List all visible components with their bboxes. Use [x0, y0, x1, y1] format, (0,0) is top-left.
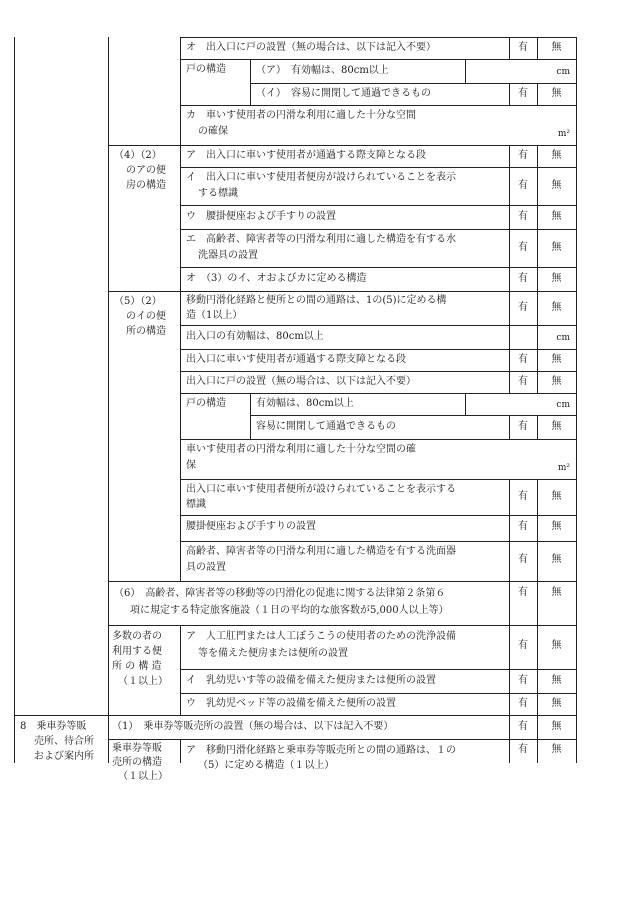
row-specific-facility-cont: 項に規定する特定旅客施設（１日の平均的な旅客数が5,000人以上等）: [130, 605, 449, 616]
multi-toilet-label: 利用する便: [112, 646, 162, 657]
table-rule: [465, 59, 466, 83]
table-rule: [250, 83, 576, 84]
row-wash-cont: 洗器具の設置: [198, 250, 258, 261]
table-rule: [108, 37, 109, 763]
table-rule: [108, 291, 576, 292]
yes-mark: 有: [518, 640, 528, 651]
no-mark: 無: [551, 150, 562, 161]
table-rule: [180, 393, 576, 394]
row-wheelchair-space-cont: 保: [186, 460, 196, 471]
row-sign: イ 出入口に車いす使用者便房が設けられていることを表示: [186, 172, 456, 183]
row-sign-cont: する標識: [198, 188, 238, 199]
row-wash: エ 高齢者、障害者等の円滑な利用に適した構造を有する水: [186, 234, 456, 245]
yes-mark: 有: [518, 242, 528, 253]
yes-mark: 有: [518, 675, 528, 686]
no-mark: 無: [551, 421, 562, 432]
row-structure-ref: オ （3）のイ、オおよびカに定める構造: [186, 273, 367, 284]
table-rule: [180, 267, 576, 268]
row-door-installation: オ 出入口に戸の設置（無の場合は、以下は記入不要）: [186, 42, 436, 53]
table-rule: [180, 37, 181, 581]
table-rule: [180, 37, 576, 38]
yes-mark: 有: [518, 150, 528, 161]
yes-mark: 有: [518, 698, 528, 709]
no-mark: 無: [551, 42, 562, 53]
table-rule: [108, 625, 576, 626]
unit-m2: m²: [557, 129, 570, 139]
no-mark: 無: [551, 521, 562, 532]
table-rule: [180, 105, 576, 106]
no-mark: 無: [551, 698, 562, 709]
no-mark: 無: [551, 491, 562, 502]
no-mark: 無: [551, 242, 562, 253]
item-8-label: 売所、待合所: [34, 736, 94, 747]
table-rule: [180, 349, 576, 350]
table-rule: [180, 625, 181, 715]
row-door-installation: 出入口に戸の設置（無の場合は、以下は記入不要）: [186, 376, 416, 387]
table-rule: [180, 479, 576, 480]
yes-mark: 有: [518, 180, 528, 191]
door-structure-label: 戸の構造: [186, 398, 226, 409]
table-rule: [576, 37, 577, 763]
section-4-label: （4）（2）: [114, 150, 162, 161]
row-wheelchair-space-cont: の確保: [198, 126, 228, 137]
yes-mark: 有: [518, 376, 528, 387]
row-route: 移動円滑化経路と便所との間の通路は、1の(5)に定める構: [186, 295, 447, 306]
row-door-open: （イ） 容易に開閉して通過できるもの: [256, 88, 431, 99]
row-wash-cont: 具の設置: [186, 562, 226, 573]
multi-toilet-label: 多数の者の: [112, 631, 162, 642]
row-wash: 高齢者、障害者等の円滑な利用に適した構造を有する洗面器: [186, 546, 456, 557]
row-step: 出入口に車いす使用者が通過する際支障となる段: [186, 354, 406, 365]
door-structure-label: 戸の構造: [186, 64, 226, 75]
section-4-label: 房の構造: [126, 180, 166, 191]
table-rule: [250, 393, 251, 439]
yes-mark: 有: [518, 521, 528, 532]
yes-mark: 有: [518, 211, 528, 222]
row-ostomy-cont: 等を備えた便房または便所の設置: [198, 648, 348, 659]
item-8-label: および案内所: [34, 751, 94, 762]
table-rule: [180, 541, 576, 542]
ticket-structure-label: 売所の構造: [112, 757, 162, 768]
table-rule: [180, 229, 576, 230]
table-rule: [108, 145, 576, 146]
no-mark: 無: [551, 376, 562, 387]
yes-mark: 有: [518, 554, 528, 565]
no-mark: 無: [551, 211, 562, 222]
ticket-structure-label: （１以上）: [118, 771, 168, 782]
row-sign-cont: 標識: [186, 499, 206, 510]
section-5-label: のイの便: [126, 311, 166, 322]
no-mark: 無: [551, 273, 562, 284]
no-mark: 無: [551, 88, 562, 99]
yes-mark: 有: [518, 721, 528, 732]
no-mark: 無: [551, 640, 562, 651]
row-ticket-office: （1） 乗車券等販売所の設置（無の場合は、以下は記入不要）: [112, 721, 394, 732]
no-mark: 無: [551, 744, 562, 755]
row-step: ア 出入口に車いす使用者が通過する際支障となる段: [186, 150, 426, 161]
table-rule: [465, 393, 466, 415]
row-specific-facility: （6） 高齢者、障害者等の移動等の円滑化の促進に関する法律第２条第６: [114, 588, 446, 599]
table-rule: [14, 715, 576, 716]
table-rule: [250, 415, 576, 416]
yes-mark: 有: [518, 302, 528, 313]
no-mark: 無: [551, 554, 562, 565]
table-rule: [108, 581, 576, 582]
multi-toilet-label: 所 の 構 造: [112, 661, 162, 672]
yes-mark: 有: [518, 744, 528, 755]
row-sign: 出入口に車いす使用者便所が設けられていることを表示する: [186, 484, 456, 495]
table-rule: [180, 205, 576, 206]
table-rule: [180, 439, 576, 440]
table-rule: [180, 371, 576, 372]
no-mark: 無: [551, 302, 562, 313]
row-ostomy: ア 人工肛門または人工ぼうこうの使用者のための洗浄設備: [186, 631, 456, 642]
table-rule: [108, 739, 576, 740]
unit-cm: cm: [556, 400, 570, 410]
unit-cm: cm: [556, 333, 570, 343]
table-rule: [180, 59, 576, 60]
table-rule: [180, 515, 576, 516]
yes-mark: 有: [518, 273, 528, 284]
row-door-open: 容易に開閉して通過できるもの: [256, 421, 396, 432]
yes-mark: 有: [518, 587, 528, 598]
item-8-label: 8 乗車券等販: [20, 721, 87, 732]
yes-mark: 有: [518, 88, 528, 99]
yes-mark: 有: [518, 421, 528, 432]
table-rule: [14, 37, 15, 763]
section-5-label: 所の構造: [126, 326, 166, 337]
table-rule: [180, 325, 576, 326]
unit-m2: m²: [557, 463, 570, 473]
row-infant-bed: ウ 乳幼児ベッド等の設備を備えた便所の設置: [186, 698, 396, 709]
table-rule: [250, 59, 251, 105]
yes-mark: 有: [518, 354, 528, 365]
multi-toilet-label: （１以上）: [118, 676, 168, 687]
row-seat: 腰掛便座および手すりの設置: [186, 521, 316, 532]
row-door-width: （ア） 有効幅は、80cm以上: [256, 65, 389, 76]
table-rule: [180, 167, 576, 168]
row-ticket-route: ア 移動円滑化経路と乗車券等販売所との間の通路は、１の: [186, 745, 456, 756]
row-ticket-route-cont: （5）に定める構造（１以上）: [198, 760, 335, 771]
yes-mark: 有: [518, 491, 528, 502]
yes-mark: 有: [518, 42, 528, 53]
table-rule: [180, 693, 576, 694]
row-infant-seat: イ 乳幼児いす等の設備を備えた便房または便所の設置: [186, 675, 436, 686]
row-door-width: 有効幅は、80cm以上: [256, 398, 354, 409]
table-rule: [180, 739, 181, 763]
table-rule: [180, 669, 576, 670]
no-mark: 無: [551, 354, 562, 365]
no-mark: 無: [551, 675, 562, 686]
no-mark: 無: [551, 721, 562, 732]
ticket-structure-label: 乗車券等販: [112, 743, 162, 754]
section-5-label: （5）（2）: [114, 296, 162, 307]
row-wheelchair-space: カ 車いす使用者の円滑な利用に適した十分な空間: [186, 110, 416, 121]
row-entrance-width: 出入口の有効幅は、80cm以上: [186, 331, 324, 342]
section-4-label: のアの便: [126, 165, 166, 176]
unit-cm: cm: [556, 67, 570, 77]
row-route-cont: 造（1以上）: [186, 310, 243, 321]
no-mark: 無: [551, 180, 562, 191]
row-wheelchair-space: 車いす使用者の円滑な利用に適した十分な空間の確: [186, 444, 416, 455]
row-seat: ウ 腰掛便座および手すりの設置: [186, 211, 336, 222]
no-mark: 無: [551, 587, 562, 598]
